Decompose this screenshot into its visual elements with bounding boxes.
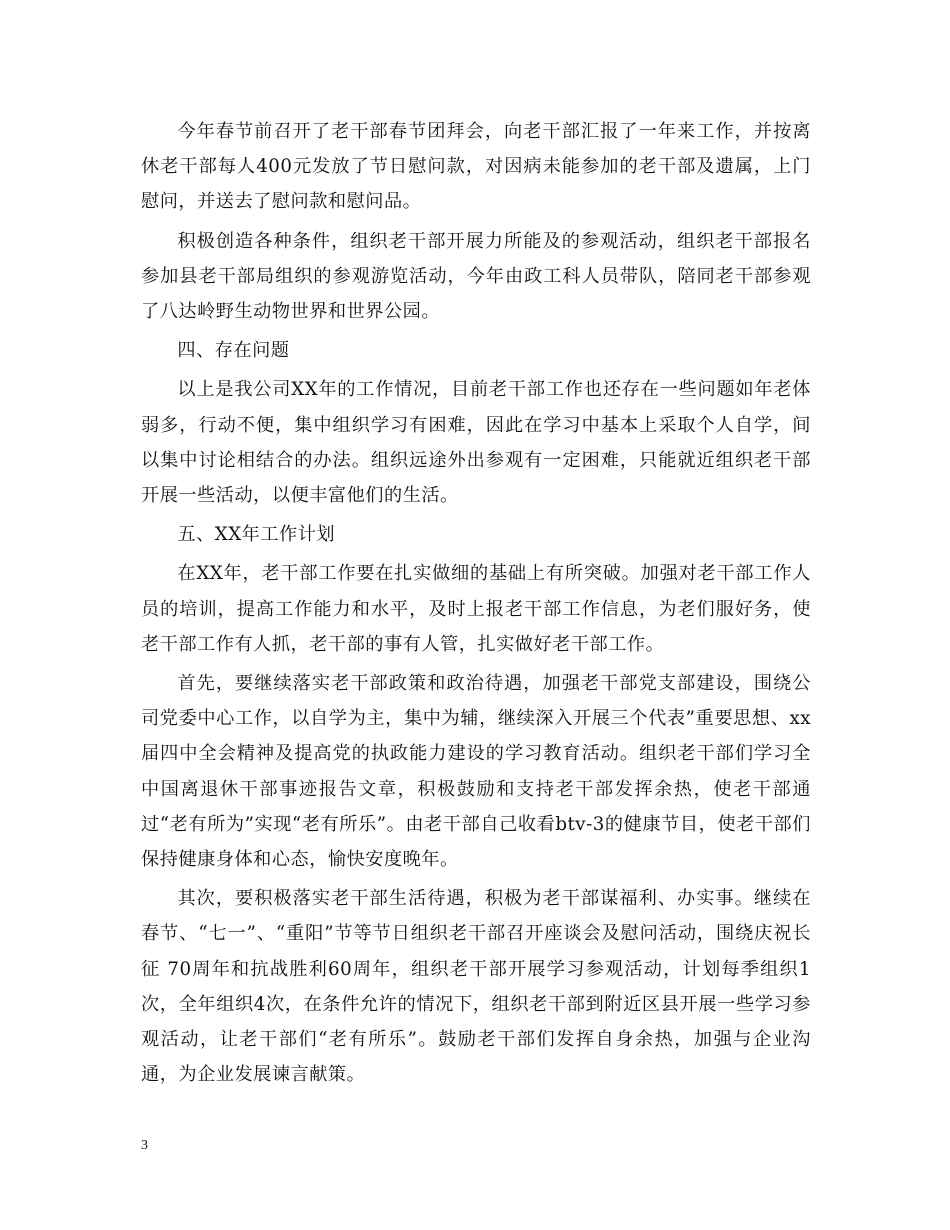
- paragraph-visit-activities: 积极创造各种条件，组织老干部开展力所能及的参观活动，组织老干部报名参加县老干部局组织的参观游览活动，今年由政工科人员带队，陪同老干部参观了八达岭野生动物世界和世界公园。: [141, 230, 811, 323]
- page-number: 3: [141, 1138, 148, 1153]
- section-heading-problems: 四、存在问题: [177, 340, 290, 362]
- paragraph-plan-first: 首先，要继续落实老干部政策和政治待遇，加强老干部党支部建设，围绕公司党委中心工作，以自学为主，集中为辅，继续深入开展三个代表”重要思想、xx届四中全会精神及提高党的执政能力建设的学习教育活动。组织老干部们学习全中国离退休干部事迹报告文章，积极鼓励和支持老干部发挥余热，使老干部通过“老有所为”实现“老有所乐”。由老干部自己收看btv-3的健康节目，使老干部们保持健康身体和心态，愉快安度晚年。: [141, 673, 811, 871]
- paragraph-plan-second: 其次，要积极落实老干部生活待遇，积极为老干部谋福利、办实事。继续在春节、“七一”、“重阳”节等节日组织老干部召开座谈会及慰问活动，围绕庆祝长征 70周年和抗战胜利60周年，组织老干部开展学习参观活动，计划每季组织1次，全年组织4次，在条件允许的情况下，组织老干部到附近区县开展一些学习参观活动，让老干部们“老有所乐”。鼓励老干部们发挥自身余热，加强与企业沟通，为企业发展谏言献策。: [141, 888, 811, 1086]
- paragraph-plan-intro: 在XX年，老干部工作要在扎实做细的基础上有所突破。加强对老干部工作人员的培训，提高工作能力和水平，及时上报老干部工作信息，为老们服好务，使老干部工作有人抓，老干部的事有人管，扎实做好老干部工作。: [141, 563, 811, 655]
- section-heading-work-plan: 五、XX年工作计划: [177, 524, 336, 546]
- paragraph-spring-festival: 今年春节前召开了老干部春节团拜会，向老干部汇报了一年来工作，并按离休老干部每人400元发放了节日慰问款，对因病未能参加的老干部及遗属，上门慰问，并送去了慰问款和慰问品。: [141, 121, 811, 213]
- document-body: [141, 114, 811, 1096]
- paragraph-problems: 以上是我公司XX年的工作情况，目前老干部工作也还存在一些问题如年老体弱多，行动不便，集中组织学习有困难，因此在学习中基本上采取个人自学，间以集中讨论相结合的办法。组织远途外出参观有一定困难，只能就近组织老干部开展一些活动，以便丰富他们的生活。: [141, 379, 811, 507]
